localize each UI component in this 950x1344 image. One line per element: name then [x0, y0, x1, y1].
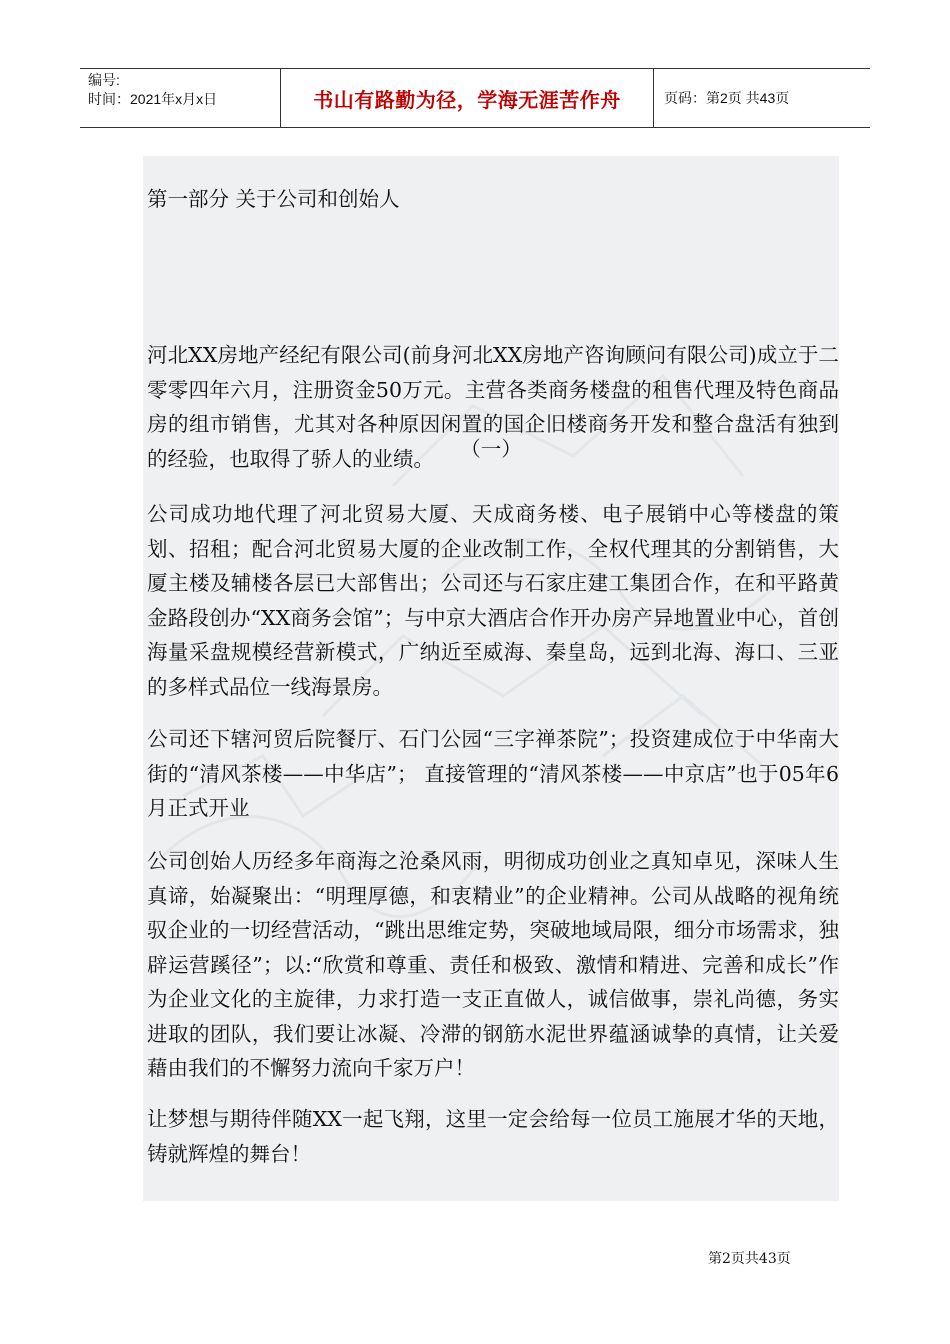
- content-panel: [143, 156, 839, 1201]
- header-meta-cell: [80, 69, 281, 127]
- header-page-info: 页码：第2页 共43页: [664, 90, 790, 106]
- document-time-label: 时间：2021年x月x日: [88, 91, 218, 107]
- document-number-label: 编号:: [88, 72, 120, 88]
- paragraph-founder-culture: 公司创始人历经多年商海之沧桑风雨，明彻成功创业之真知卓见，深味人生真谛，始凝聚出：“明理厚德，和衷精业”的企业精神。公司从战略的视角统驭企业的一切经营活动，“跳出思维定势，突破地域局限，细分市场需求，独辟运营蹊径”；以:“欣赏和尊重、责任和极致、激情和精进、完善和成长”作为企业文化的主旋律，力求打造一支正直做人，诚信做事，崇礼尚德，务实进取的团队，我们要让冰凝、冷滞的钢筋水泥世界蕴涵诚挚的真情，让关爱藉由我们的不懈努力流向千家万户！: [147, 849, 839, 1080]
- footer-page-number: 第2页共43页: [708, 1251, 791, 1267]
- section-title: 第一部分 关于公司和创始人: [147, 187, 400, 211]
- paragraph-agency-projects: 公司成功地代理了河北贸易大厦、天成商务楼、电子展销中心等楼盘的策划、招租；配合河北贸易大厦的企业改制工作，全权代理其的分割销售，大厦主楼及辅楼各层已大部售出；公司还与石家庄建工集团合作，在和平路黄金路段创办“XX商务会馆”；与中京大酒店合作开办房产异地置业中心，首创海量采盘规模经营新模式，广纳近至威海、秦皇岛，远到北海、海口、三亚的多样式品位一线海景房。: [147, 502, 839, 699]
- paragraph-subsidiaries: 公司还下辖河贸后院餐厅、石门公园“三字禅茶院”；投资建成位于中华南大街的“清风茶楼——中华店”； 直接管理的“清风茶楼——中京店”也于05年6月正式开业: [147, 727, 839, 820]
- paragraph-closing: 让梦想与期待伴随XX一起飞翔，这里一定会给每一位员工施展才华的天地，铸就辉煌的舞台！: [147, 1107, 839, 1166]
- sub-title: （一）: [460, 437, 522, 461]
- header-table: [80, 68, 870, 128]
- header-motto: 书山有路勤为径，学海无涯苦作舟: [281, 69, 654, 127]
- paragraph-company-intro: 河北XX房地产经纪有限公司(前身河北XX房地产咨询顾问有限公司)成立于二零零四年六月，注册资金50万元。主营各类商务楼盘的租售代理及特色商品房的组市销售，尤其对各种原因闲置的国企旧楼商务开发和整合盘活有独到的经验，也取得了骄人的业绩。: [147, 343, 839, 471]
